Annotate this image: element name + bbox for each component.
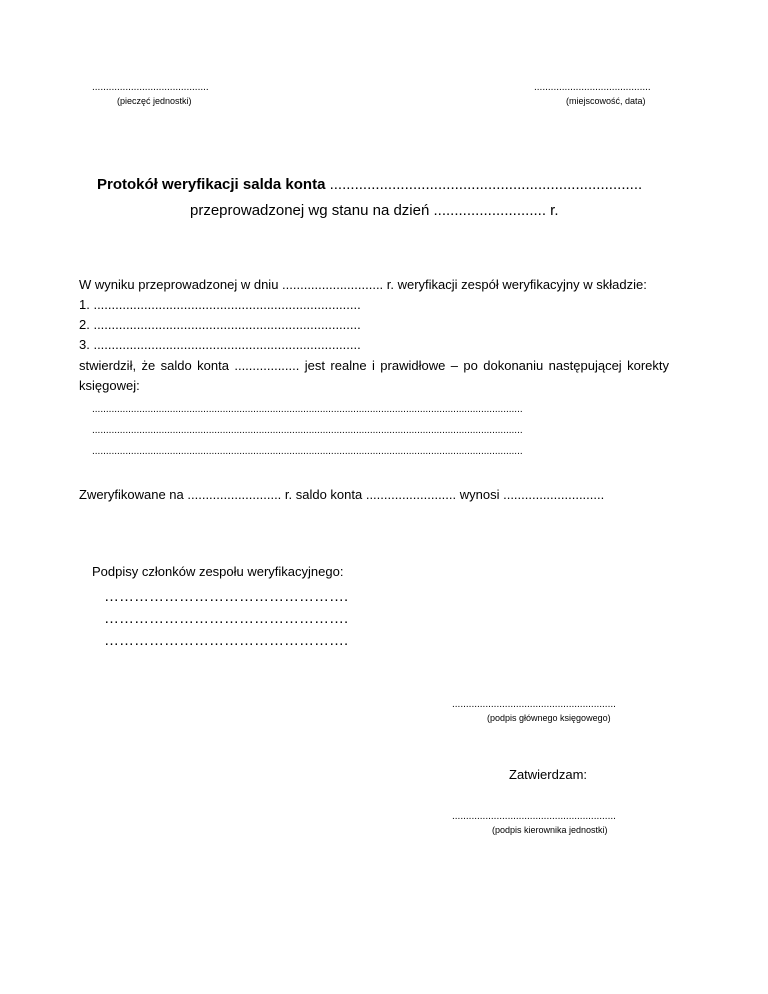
chief-accountant-dots: ........................................................... bbox=[452, 699, 616, 710]
page-title bbox=[97, 176, 642, 193]
stamp-caption: (pieczęć jednostki) bbox=[117, 96, 192, 106]
correction-line-3: ........................................................................................................................................................... bbox=[92, 446, 523, 457]
title-line2: przeprowadzonej wg stanu na dzień ........................... r. bbox=[190, 202, 559, 219]
correction-line-2: ........................................................................................................................................................... bbox=[92, 425, 523, 436]
finding-line-2: księgowej: bbox=[79, 378, 140, 393]
title-dots: ........................................................................... bbox=[325, 176, 643, 193]
stamp-dots: .......................................... bbox=[92, 82, 209, 93]
title-bold: Protokół weryfikacji salda konta bbox=[97, 176, 326, 193]
place-date-caption: (miejscowość, data) bbox=[566, 96, 646, 106]
intro-text: W wyniku przeprowadzonej w dniu ............................ r. weryfikacji zespół weryfikacyjny w składzie: bbox=[79, 277, 647, 292]
place-date-dots: .......................................... bbox=[534, 82, 651, 93]
member-signature-line-2: …………………………………………. bbox=[104, 610, 349, 627]
member-signature-line-1: …………………………………………. bbox=[104, 588, 349, 605]
head-dots: ........................................................... bbox=[452, 811, 616, 822]
members-signature-label: Podpisy członków zespołu weryfikacyjnego: bbox=[92, 564, 344, 579]
verified-text: Zweryfikowane na .......................... r. saldo konta ......................... wynosi ............................ bbox=[79, 487, 605, 502]
finding-line-1: stwierdził, że saldo konta .................. jest realne i prawidłowe – po dokonaniu następującej korekty bbox=[79, 358, 669, 373]
approve-label: Zatwierdzam: bbox=[509, 767, 588, 782]
member-line-1: 1. .......................................................................... bbox=[79, 297, 361, 312]
member-line-2: 2. .......................................................................... bbox=[79, 317, 361, 332]
member-signature-line-3: …………………………………………. bbox=[104, 632, 349, 649]
correction-line-1: ........................................................................................................................................................... bbox=[92, 404, 523, 415]
member-line-3: 3. .......................................................................... bbox=[79, 337, 361, 352]
chief-accountant-caption: (podpis głównego księgowego) bbox=[487, 713, 611, 723]
head-caption: (podpis kierownika jednostki) bbox=[492, 825, 608, 835]
